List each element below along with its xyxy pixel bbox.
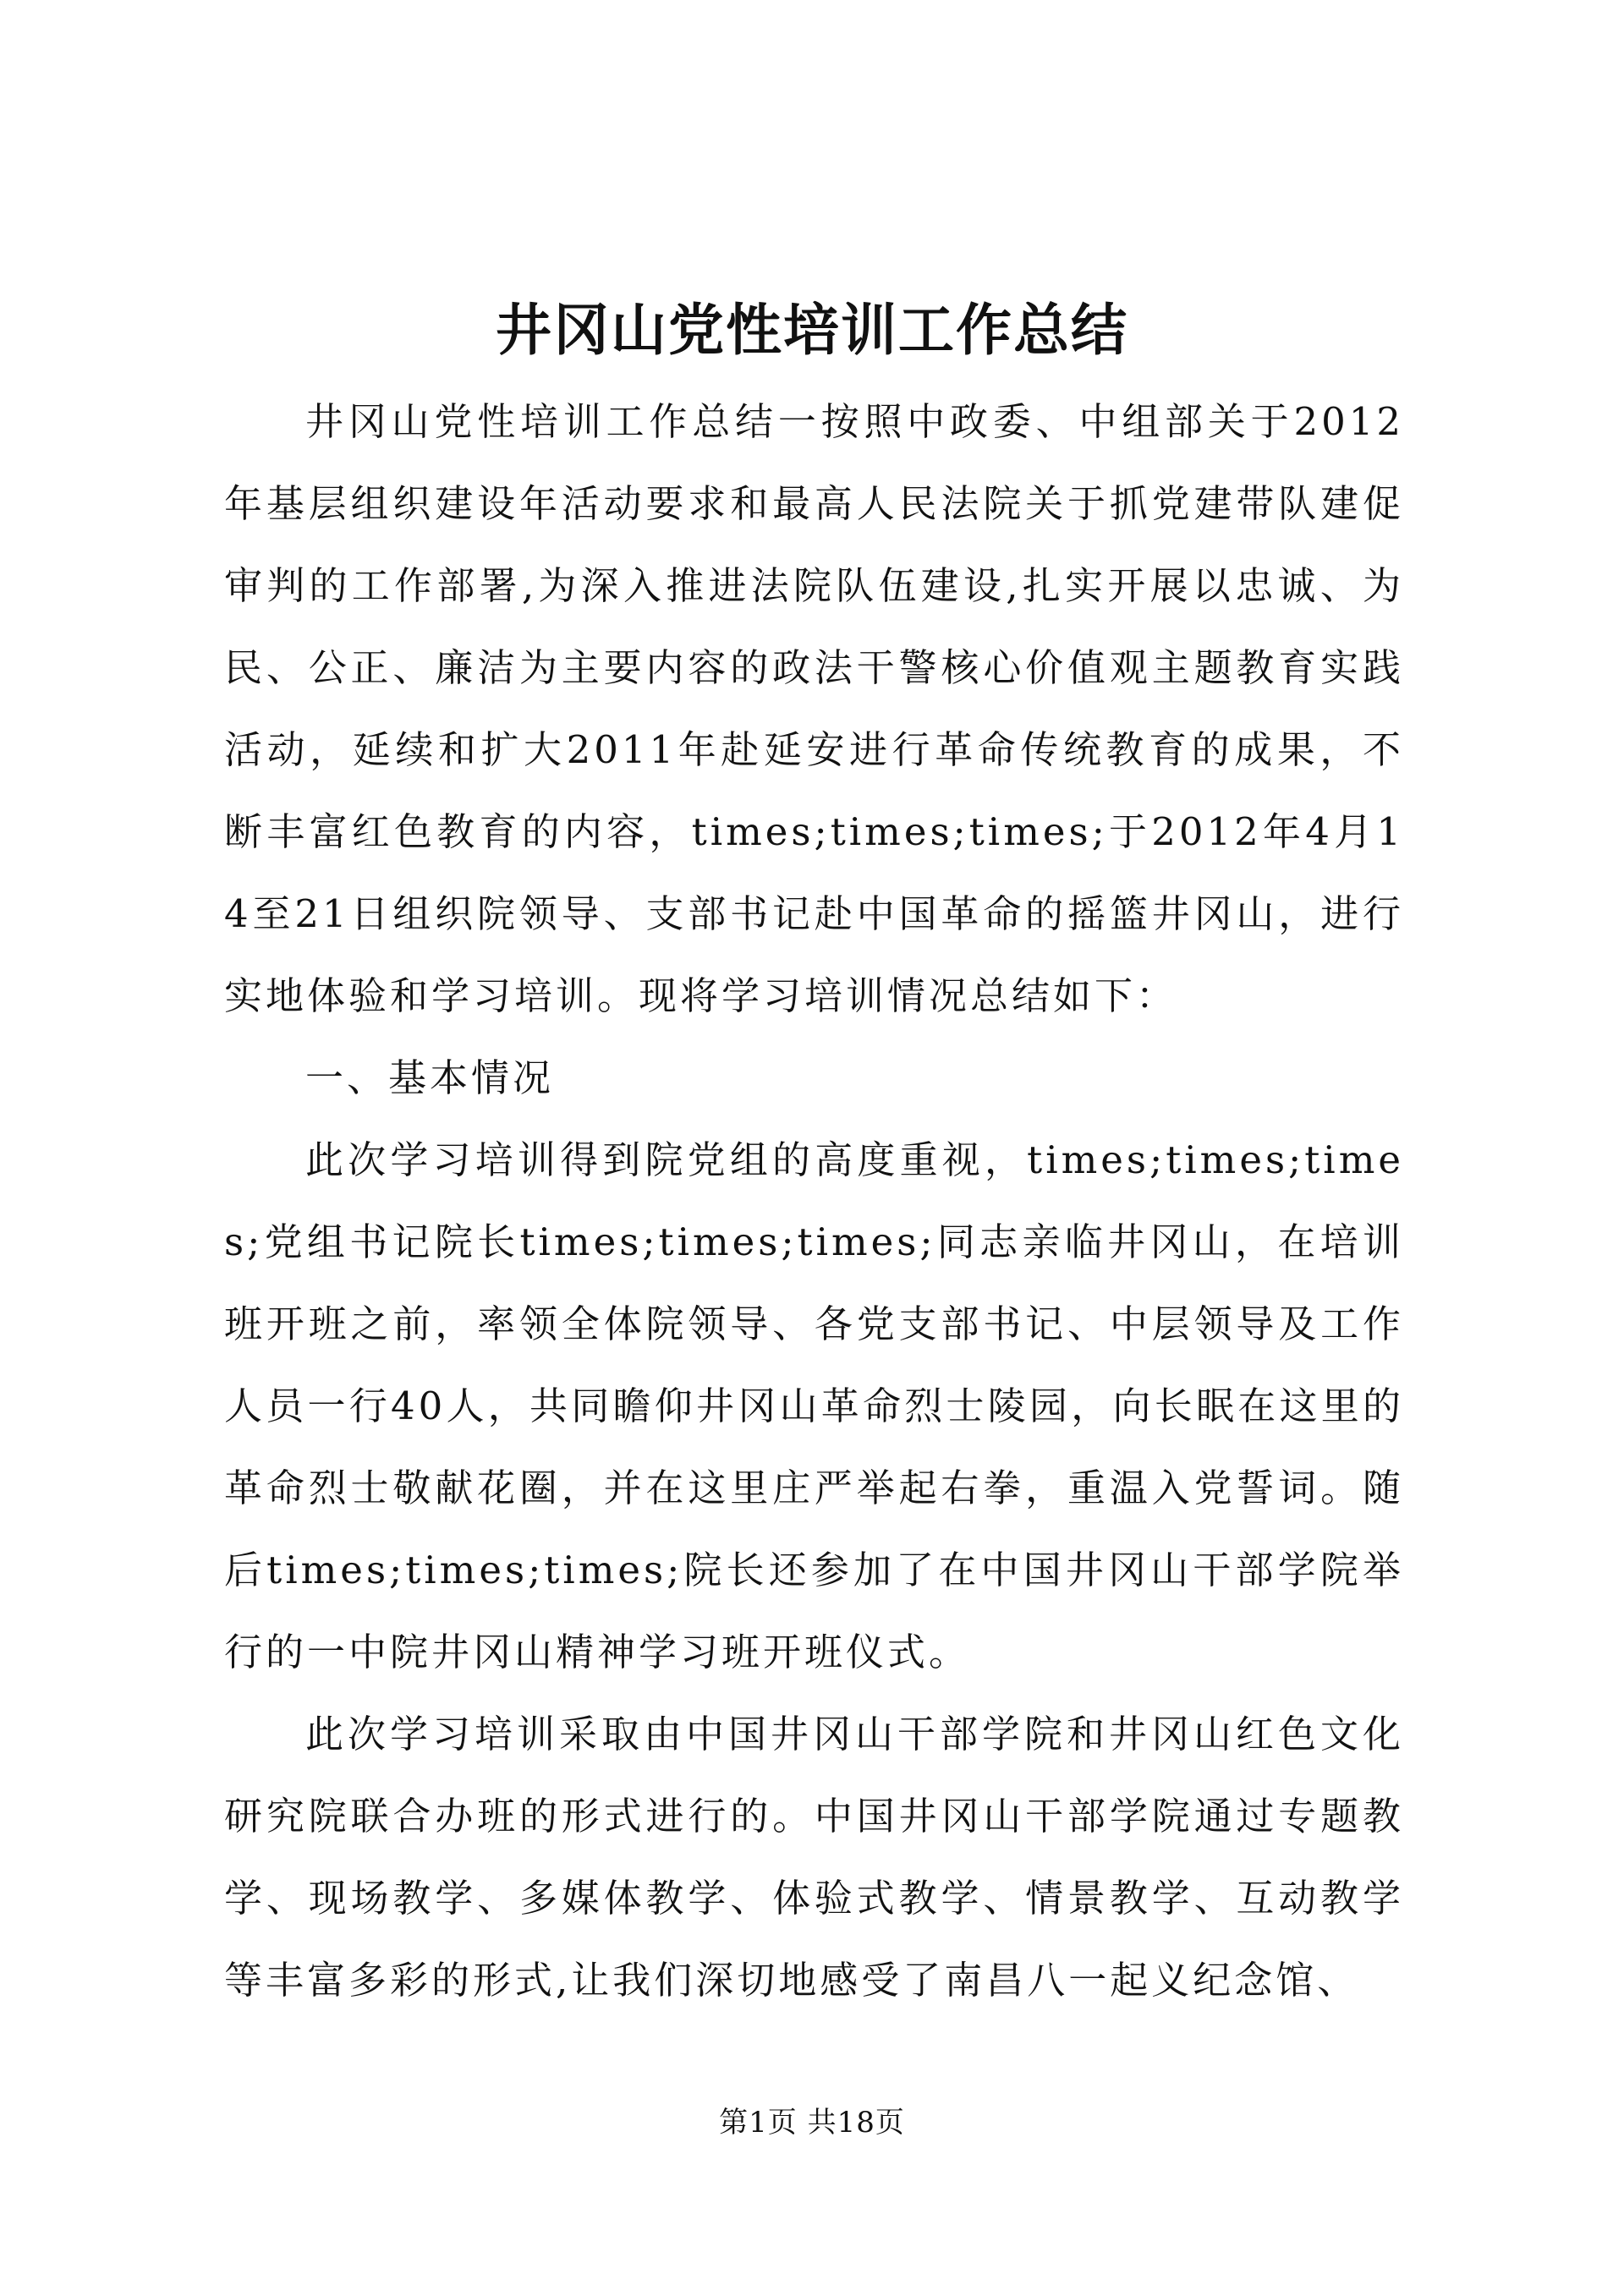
- document-body: [224, 381, 1404, 2021]
- page-number-footer: 第1页 共18页: [719, 2106, 905, 2140]
- section-heading-basic-situation: 一、基本情况: [305, 1055, 555, 1100]
- paragraph-intro: 井冈山党性培训工作总结一按照中政委、中组部关于2012年基层组织建设年活动要求和最高人民法院关于抓党建带队建促审判的工作部署,为深入推进法院队伍建设,扎实开展以忠诚、为民、公正、廉洁为主要内容的政法干警核心价值观主题教育实践活动，延续和扩大2011年赴延安进行革命传统教育的成果，不断丰富红色教育的内容，times;times;times;于2012年4月14至21日组织院领导、支部书记赴中国革命的摇篮井冈山，进行实地体验和学习培训。现将学习培训情况总结如下：: [224, 399, 1404, 1018]
- paragraph-training-attention: 此次学习培训得到院党组的高度重视，times;times;times;党组书记院长times;times;times;同志亲临井冈山，在培训班开班之前，率领全体院领导、各党支部书记、中层领导及工作人员一行40人，共同瞻仰井冈山革命烈士陵园，向长眠在这里的革命烈士敬献花圈，并在这里庄严举起右拳，重温入党誓词。随后times;times;times;院长还参加了在中国井冈山干部学院举行的一中院井冈山精神学习班开班仪式。: [224, 1137, 1404, 1674]
- document-title: 井冈山党性培训工作总结: [496, 297, 1128, 363]
- paragraph-training-format: 此次学习培训采取由中国井冈山干部学院和井冈山红色文化研究院联合办班的形式进行的。中国井冈山干部学院通过专题教学、现场教学、多媒体教学、体验式教学、情景教学、互动教学等丰富多彩的形式,让我们深切地感受了南昌八一起义纪念馆、: [224, 1712, 1404, 2003]
